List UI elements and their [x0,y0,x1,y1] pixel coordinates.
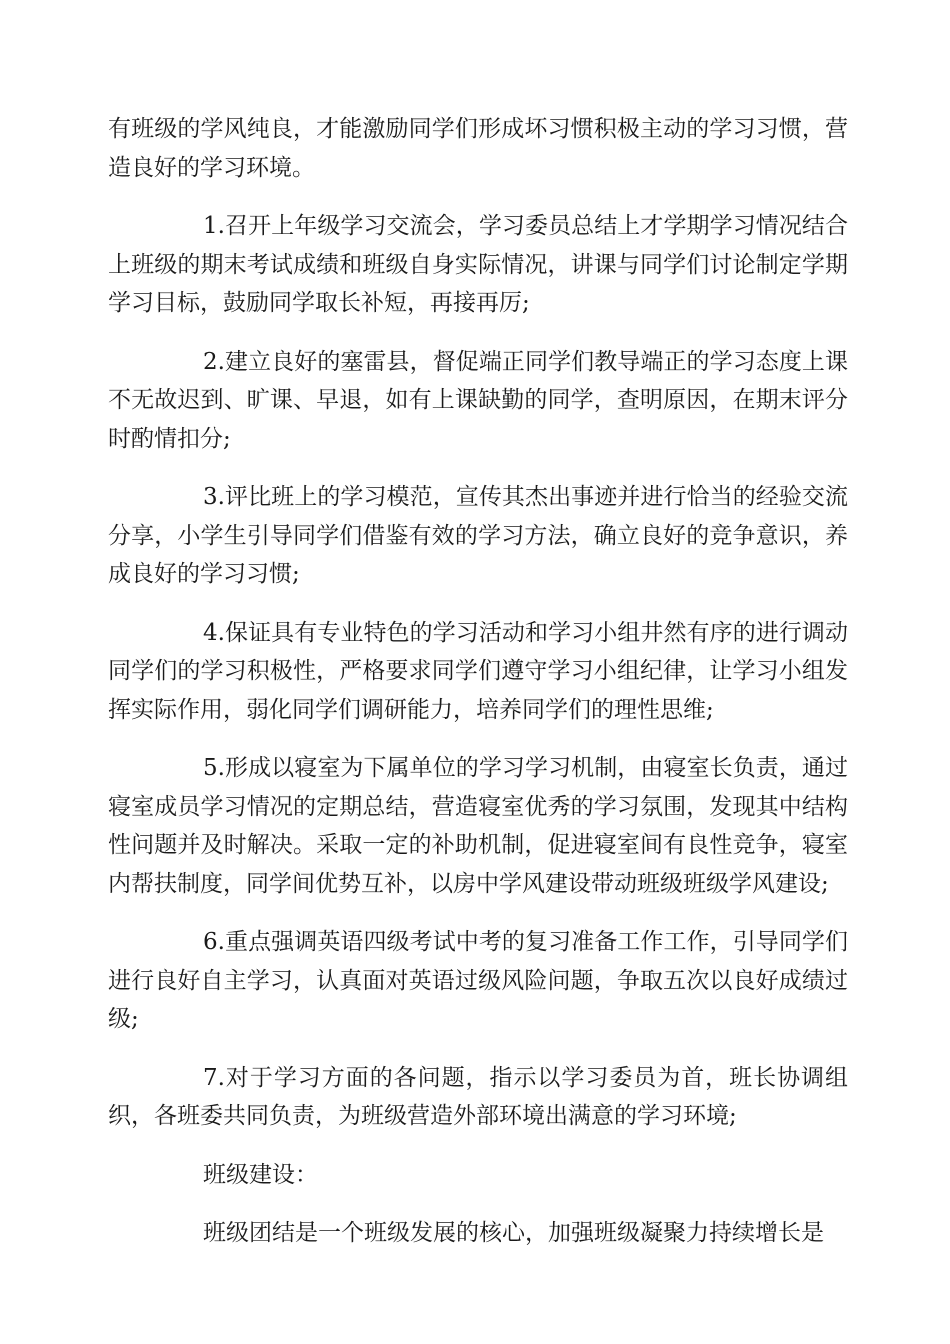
paragraph-item-1: 1.召开上年级学习交流会，学习委员总结上才学期学习情况结合上班级的期末考试成绩和班级自身实际情况，讲课与同学们讨论制定学期学习目标，鼓励同学取长补短，再接再厉; [108,213,848,316]
paragraph-item-4: 4.保证具有专业特色的学习活动和学习小组井然有序的进行调动同学们的学习积极性，严格要求同学们遵守学习小组纪律，让学习小组发挥实际作用，弱化同学们调研能力，培养同学们的理性思维; [108,619,848,723]
paragraph-item-2: 2.建立良好的塞雷县，督促端正同学们教导端正的学习态度上课不无故迟到、旷课、早退，如有上课缺勤的同学，查明原因，在期末评分时酌情扣分; [108,348,848,452]
paragraph-item-7: 7.对于学习方面的各问题，指示以学习委员为首，班长协调组织，各班委共同负责，为班级营造外部环境出满意的学习环境; [108,1064,848,1129]
paragraph-class-building: 班级团结是一个班级发展的核心，加强班级凝聚力持续增长是 [203,1220,824,1246]
document-body [108,110,848,1273]
section-heading: 班级建设： [203,1161,318,1188]
paragraph-intro: 有班级的学风纯良，才能激励同学们形成坏习惯积极主动的学习习惯，营造良好的学习环境。 [108,116,848,181]
paragraph-item-6: 6.重点强调英语四级考试中考的复习准备工作工作，引导同学们进行良好自主学习，认真面对英语过级风险问题，争取五次以良好成绩过级; [108,929,848,1032]
paragraph-item-5: 5.形成以寝室为下属单位的学习学习机制，由寝室长负责，通过寝室成员学习情况的定期总结，营造寝室优秀的学习氛围，发现其中结构性问题并及时解决。采取一定的补助机制，促进寝室间有良性竞争，寝室内帮扶制度，同学间优势互补，以房中学风建设带动班级班级学风建设; [108,755,848,897]
paragraph-item-3: 3.评比班上的学习模范，宣传其杰出事迹并进行恰当的经验交流分享，小学生引导同学们借鉴有效的学习方法，确立良好的竞争意识，养成良好的学习习惯; [108,484,848,587]
